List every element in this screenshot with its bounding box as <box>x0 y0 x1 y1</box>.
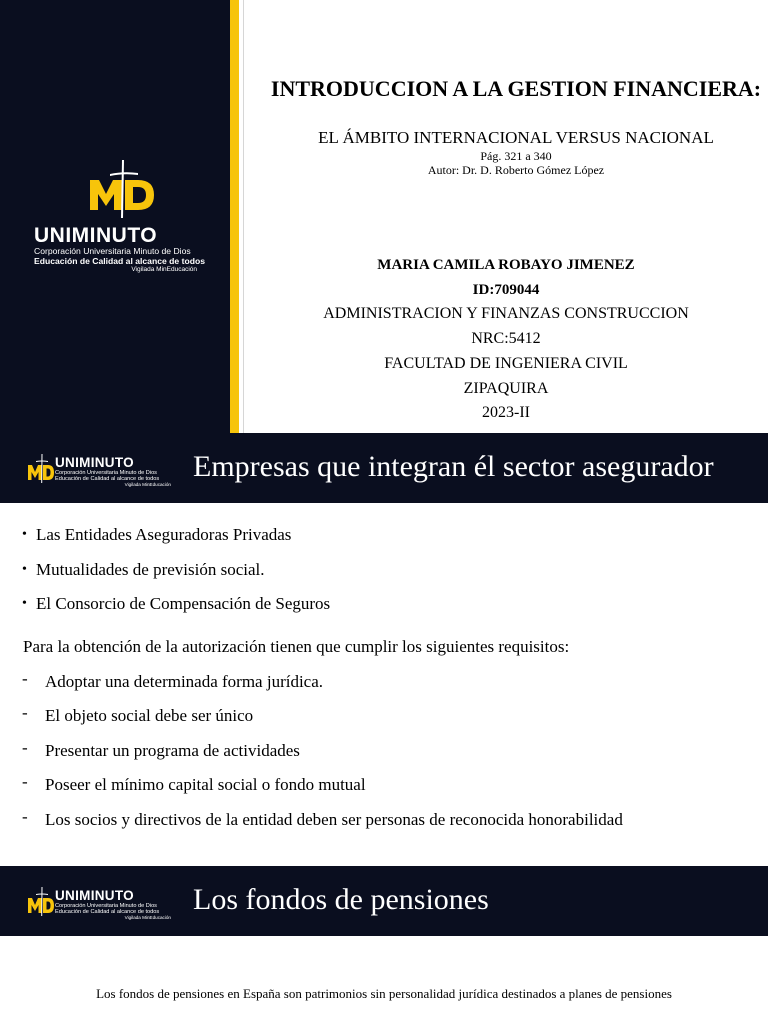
header-brand-name: UNIMINUTO <box>55 455 134 470</box>
cover-yellow-stripe <box>230 0 239 433</box>
header-logo-vigilada: Vigilada MinEducación <box>124 482 171 487</box>
cover-pages: Pág. 321 a 340 <box>480 149 552 163</box>
bullet-icon: • <box>22 596 27 611</box>
slide2-header <box>0 433 768 503</box>
md-logo-icon <box>88 158 158 218</box>
bullet-text: El Consorcio de Compensación de Seguros <box>36 594 331 613</box>
logo-vigilada: Vigilada MinEducación <box>131 266 197 273</box>
cover-slide <box>0 0 768 433</box>
logo-brand-name: UNIMINUTO <box>34 224 158 247</box>
cover-divider <box>243 0 244 433</box>
requirement-text: Presentar un programa de actividades <box>45 741 300 760</box>
logo-subtitle: Corporación Universitaria Minuto de Dios <box>34 246 191 256</box>
cover-title: INTRODUCCION A LA GESTION FINANCIERA: <box>270 76 762 101</box>
dash-icon: - <box>22 669 28 688</box>
bullet-icon: • <box>22 562 27 577</box>
bullet-icon: • <box>22 527 27 542</box>
logo-tagline: Educación de Calidad al alcance de todos <box>34 256 205 266</box>
faculty-name: FACULTAD DE INGENIERA CIVIL <box>384 355 628 372</box>
dash-icon: - <box>22 807 28 826</box>
pensions-paragraph: Los fondos de pensiones en España son patrimonios sin personalidad jurídica destinados a planes de pensiones <box>96 986 672 1001</box>
md-logo-icon <box>28 886 54 916</box>
header-logo-tagline: Educación de Calidad al alcance de todos <box>55 909 160 915</box>
uniminuto-logo <box>34 142 205 273</box>
slide2-title: Empresas que integran él sector asegurador <box>193 450 714 483</box>
requirement-text: Poseer el mínimo capital social o fondo mutual <box>45 775 366 794</box>
student-id: ID:709044 <box>472 282 540 298</box>
dash-icon: - <box>22 703 28 722</box>
city-name: ZIPAQUIRA <box>463 380 549 397</box>
dash-icon: - <box>22 772 28 791</box>
requirement-text: Adoptar una determinada forma jurídica. <box>45 672 324 691</box>
slide3-body <box>0 936 768 1024</box>
header-logo-vigilada: Vigilada MinEducación <box>124 915 171 920</box>
header-logo-subtitle: Corporación Universitaria Minuto de Dios <box>55 903 157 909</box>
header-brand-name: UNIMINUTO <box>55 888 134 903</box>
header-logo <box>28 451 178 487</box>
cover-subtitle: EL ÁMBITO INTERNACIONAL VERSUS NACIONAL <box>318 128 714 147</box>
cut-off-text-line <box>0 1018 768 1024</box>
slide2-body <box>0 503 768 866</box>
requirement-text: Los socios y directivos de la entidad deben ser personas de reconocida honorabilidad <box>45 810 623 829</box>
slide3-header <box>0 866 768 936</box>
cover-author: Autor: Dr. D. Roberto Gómez López <box>427 163 605 177</box>
header-logo-tagline: Educación de Calidad al alcance de todos <box>55 476 160 482</box>
header-logo <box>28 884 178 920</box>
program-name: ADMINISTRACION Y FINANZAS CONSTRUCCION <box>323 305 689 322</box>
academic-period: 2023-II <box>482 404 530 421</box>
requirements-intro: Para la obtención de la autorización tienen que cumplir los siguientes requisitos: <box>23 637 570 656</box>
bullet-text: Mutualidades de previsión social. <box>36 560 265 579</box>
nrc-code: NRC:5412 <box>471 330 541 347</box>
slide3-title: Los fondos de pensiones <box>193 883 489 916</box>
dash-icon: - <box>22 738 28 757</box>
student-name: MARIA CAMILA ROBAYO JIMENEZ <box>377 257 635 273</box>
bullet-text: Las Entidades Aseguradoras Privadas <box>36 525 292 544</box>
header-logo-subtitle: Corporación Universitaria Minuto de Dios <box>55 470 157 476</box>
requirement-text: El objeto social debe ser único <box>45 706 254 725</box>
cover-side-panel <box>0 0 230 433</box>
md-logo-icon <box>28 453 54 483</box>
